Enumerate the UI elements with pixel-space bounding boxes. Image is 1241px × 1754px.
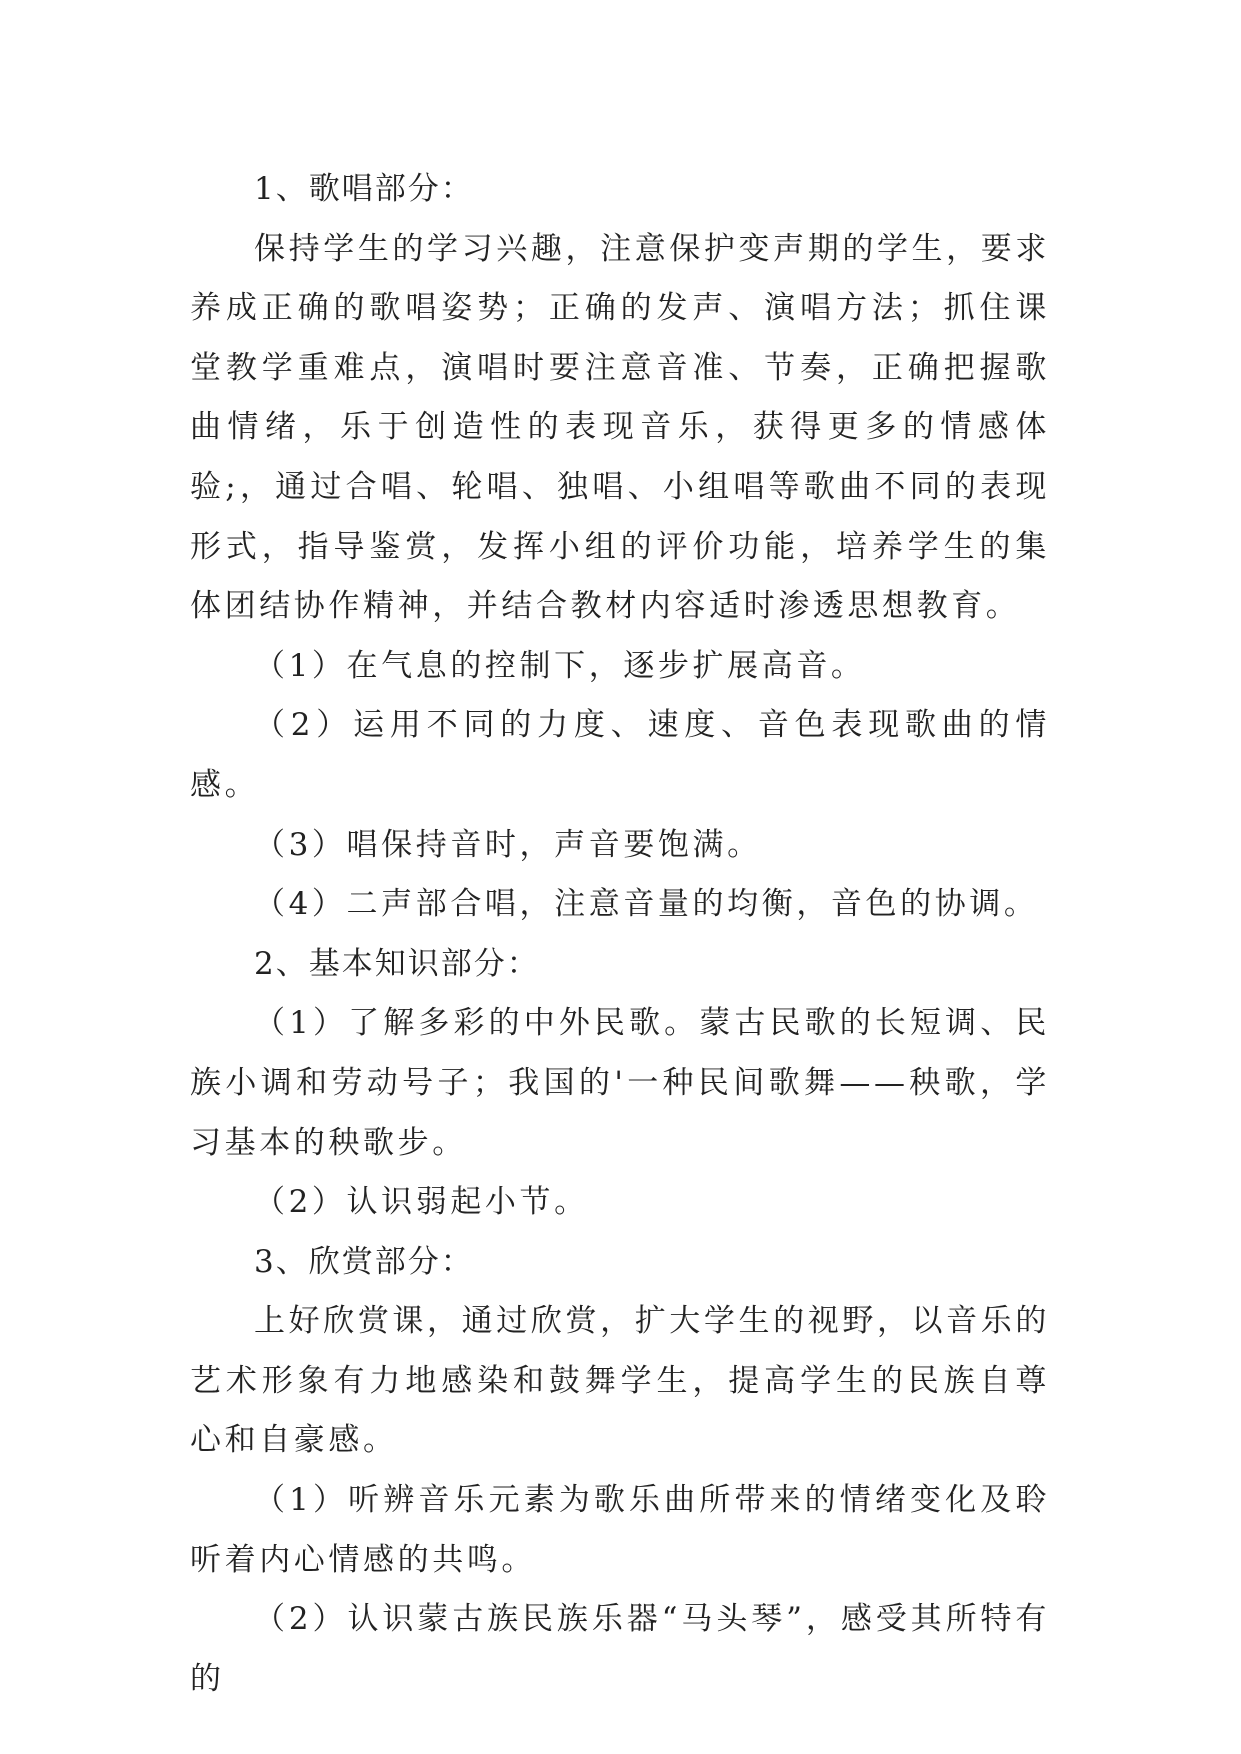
singing-description: 保持学生的学习兴趣，注意保护变声期的学生，要求养成正确的歌唱姿势；正确的发声、演唱方法；抓住课堂教学重难点，演唱时要注意音准、节奏，正确把握歌曲情绪，乐于创造性的表现音乐，获得更多的情感体验;，通过合唱、轮唱、独唱、小组唱等歌曲不同的表现形式，指导鉴赏，发挥小组的评价功能，培养学生的集体团结协作精神，并结合教材内容适时渗透思想教育。 — [190, 230, 1050, 625]
section-heading-appreciation: 3、欣赏部分： — [254, 1243, 474, 1280]
section-heading-singing: 1、歌唱部分： — [254, 171, 474, 207]
document-body — [190, 160, 1050, 1709]
knowledge-item-1: （1）了解多彩的中外民歌。蒙古民歌的长短调、民族小调和劳动号子；我国的'一种民间歌舞——秧歌，学习基本的秧歌步。 — [190, 1005, 1050, 1161]
singing-item-3: （3）唱保持音时，声音要饱满。 — [254, 826, 762, 863]
singing-item-2: （2）运用不同的力度、速度、音色表现歌曲的情感。 — [190, 707, 1050, 803]
appreciation-description: 上好欣赏课，通过欣赏，扩大学生的视野，以音乐的艺术形象有力地感染和鼓舞学生，提高学生的民族自尊心和自豪感。 — [190, 1303, 1050, 1459]
singing-item-1: （1）在气息的控制下，逐步扩展高音。 — [254, 647, 866, 684]
appreciation-item-1: （1）听辨音乐元素为歌乐曲所带来的情绪变化及聆听着内心情感的共鸣。 — [190, 1482, 1050, 1578]
knowledge-item-2: （2）认识弱起小节。 — [254, 1184, 589, 1221]
singing-item-4: （4）二声部合唱，注意音量的均衡，音色的协调。 — [254, 886, 1039, 923]
section-heading-basic-knowledge: 2、基本知识部分： — [254, 945, 540, 982]
appreciation-item-2: （2）认识蒙古族民族乐器“马头琴”，感受其所特有的 — [190, 1601, 1050, 1697]
